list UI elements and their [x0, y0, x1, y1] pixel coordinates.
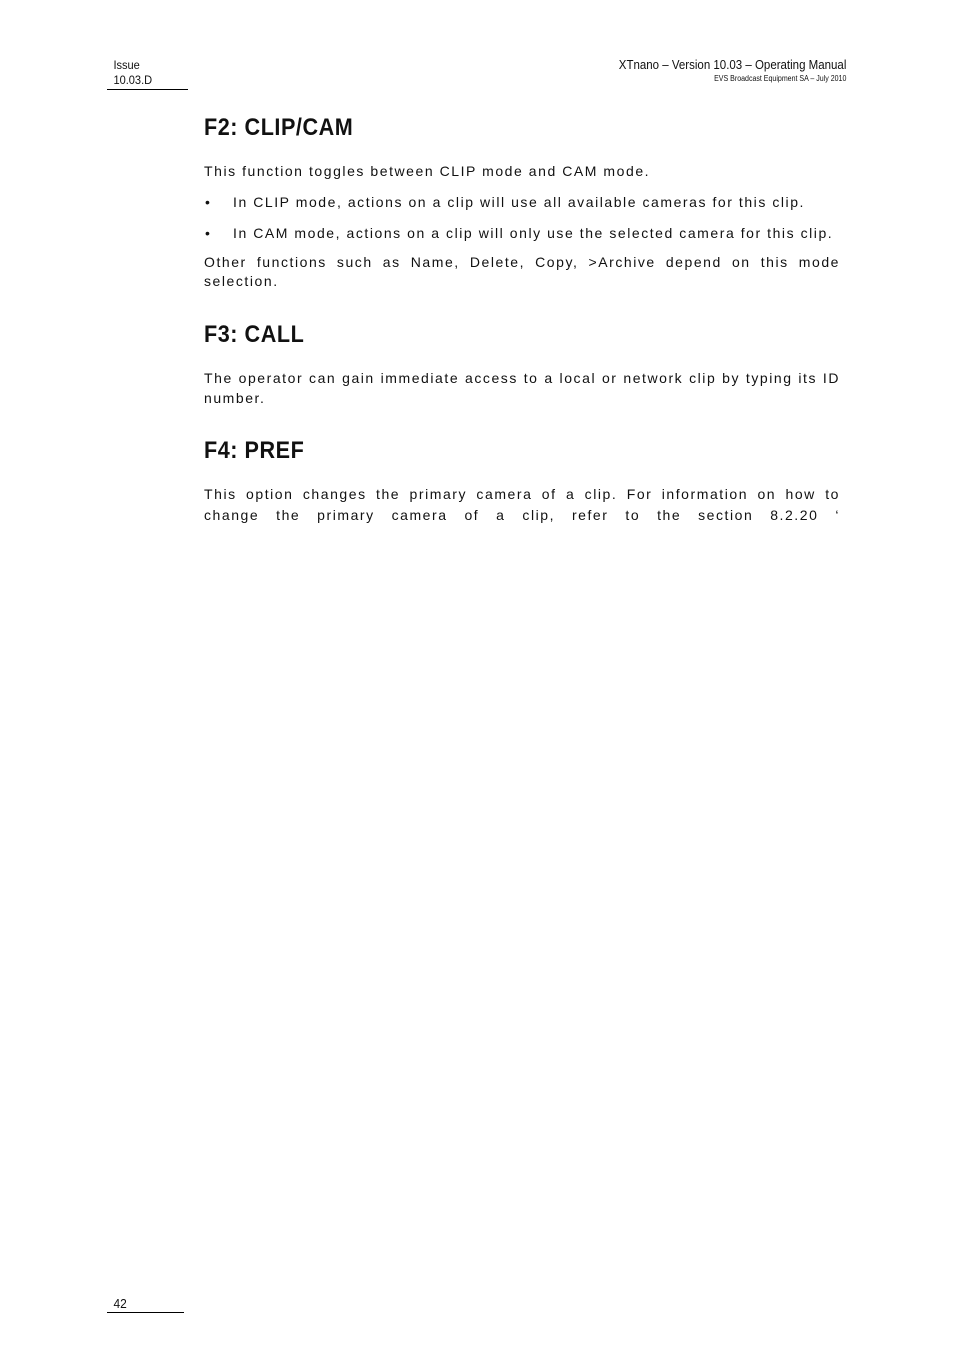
- page-number: 42: [113, 1296, 127, 1311]
- section-heading-f3: F3: CALL: [204, 321, 305, 348]
- list-item: [204, 193, 840, 213]
- f2-bullet-list: [204, 193, 840, 244]
- f2-note-paragraph: Other functions such as Name, Delete, Copy, >Archive depend on this mode selection.: [204, 253, 840, 289]
- f2-intro-paragraph: This function toggles between CLIP mode and CAM mode.: [204, 163, 651, 179]
- page-footer: [107, 1296, 184, 1313]
- section-f2-clip-cam: [204, 113, 840, 292]
- list-item: [204, 224, 840, 244]
- bullet-icon: •: [205, 224, 210, 241]
- f2-bullet-cam-mode: In CAM mode, actions on a clip will only use the selected camera for this clip.: [233, 224, 834, 241]
- issue-number: 10.03.D: [113, 73, 153, 87]
- f4-body-line-2: change the primary camera of a clip, refer to the section 8.2.20 ‘: [204, 506, 840, 523]
- publisher-line: EVS Broadcast Equipment SA – July 2010: [713, 74, 846, 83]
- section-f4-pref: [204, 436, 840, 525]
- section-heading-f2: F2: CLIP/CAM: [204, 114, 354, 141]
- section-f3-call: [204, 320, 840, 408]
- f2-bullet-clip-mode: In CLIP mode, actions on a clip will use all available cameras for this clip.: [233, 193, 805, 210]
- page-header-issue: [107, 58, 188, 90]
- f3-body-paragraph: The operator can gain immediate access to a local or network clip by typing its ID number.: [204, 370, 840, 406]
- manual-title: XTnano – Version 10.03 – Operating Manual: [618, 58, 846, 72]
- f4-body-line-1: This option changes the primary camera of a clip. For information on how to: [204, 486, 840, 502]
- issue-label: Issue: [113, 58, 140, 72]
- page-header-title-block: [599, 58, 846, 84]
- section-heading-f4: F4: PREF: [204, 437, 305, 464]
- bullet-icon: •: [205, 193, 210, 210]
